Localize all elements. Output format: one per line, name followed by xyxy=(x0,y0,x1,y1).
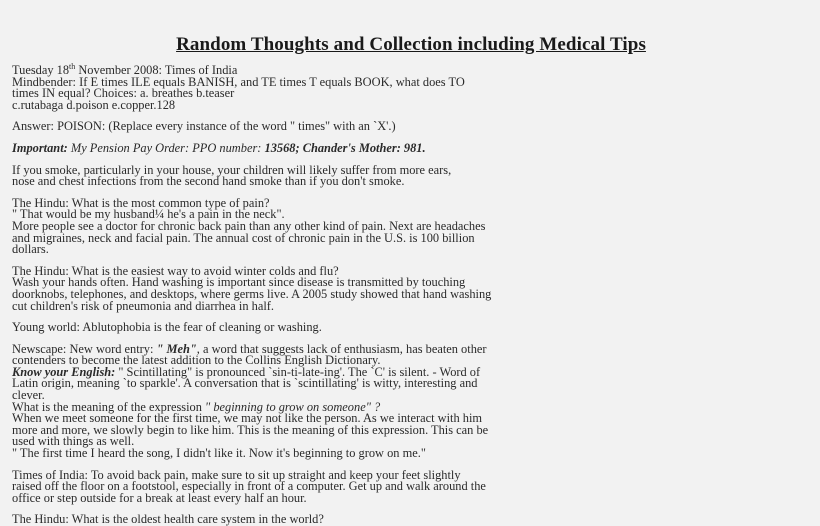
back-pain-line: office or step outside for a break at least every half an hour. xyxy=(12,490,307,505)
expression-line: " The first time I heard the song, I didn't like it. Now it's beginning to grow on me." xyxy=(12,446,426,461)
expression-line: When we meet someone for the first time, we may not like the person. As we interact with him xyxy=(12,411,483,426)
english-text: " Scintillating" is pronounced `sin-ti-late-ing'. The `C' is silent. - Word of xyxy=(115,364,481,379)
smoke-line: If you smoke, particularly in your house, your children will likely suffer from more ears, xyxy=(12,162,452,177)
mindbender-line: times IN equal? Choices: a. breathes b.teaser xyxy=(12,86,235,101)
date-ordinal: th xyxy=(69,61,76,71)
colds-line: The Hindu: What is the easiest way to avoid winter colds and flu? xyxy=(12,263,339,278)
important-line xyxy=(12,140,810,155)
pain-line: dollars. xyxy=(12,242,49,257)
pain-line: and migraines, neck and facial pain. The annual cost of chronic pain in the U.S. is 100 billion xyxy=(12,230,475,245)
page-title: Random Thoughts and Collection including Medical Tips xyxy=(176,34,646,55)
english-label: Know your English: xyxy=(12,364,116,379)
important-text: My Pension Pay Order: PPO number: xyxy=(67,140,265,155)
back-pain-line: Times of India: To avoid back pain, make sure to sit up straight and keep your feet slightly xyxy=(12,467,461,482)
date-text: Tuesday 18 xyxy=(12,63,70,77)
answer-line: Answer: POISON: (Replace every instance of the word " times" with an `X'.) xyxy=(12,119,396,134)
mindbender-line: c.rutabaga d.poison e.copper.128 xyxy=(12,97,176,112)
pain-line: The Hindu: What is the most common type of pain? xyxy=(12,195,270,210)
expression-line: used with things as well. xyxy=(12,434,135,449)
young-world-line: Young world: Ablutophobia is the fear of cleaning or washing. xyxy=(12,320,322,335)
expression-phrase: " beginning to grow on someone" ? xyxy=(205,399,381,414)
date-source: November 2008: Times of India xyxy=(75,63,238,77)
important-label: Important: xyxy=(12,140,68,155)
newscape-prefix: Newscape: New word entry: xyxy=(12,341,157,356)
oldest-line: The Hindu: What is the oldest health care system in the world? xyxy=(12,512,324,526)
expression-prefix: What is the meaning of the expression xyxy=(12,399,206,414)
english-line: Latin origin, meaning `to sparkle'. A conversation that is `scintillating' is witty, interesting and xyxy=(12,376,478,391)
back-pain-line: raised off the floor on a footstool, especially in front of a computer. Get up and walk around the xyxy=(12,479,486,494)
pain-line: More people see a doctor for chronic back pain than any other kind of pain. Next are headaches xyxy=(12,218,486,233)
newscape-line: contenders to become the latest addition to the Collins English Dictionary. xyxy=(12,353,381,368)
newscape-suffix: , a word that suggests lack of enthusiasm, has beaten other xyxy=(196,341,487,356)
expression-line: more and more, we slowly begin to like him. This is the meaning of this expression. This can be xyxy=(12,422,489,437)
pain-line: " That would be my husband¼ he's a pain in the neck". xyxy=(12,207,285,222)
smoke-line: nose and chest infections from the second hand smoke than if you don't smoke. xyxy=(12,174,405,189)
newscape-word: " Meh" xyxy=(156,341,197,356)
colds-line: doorknobs, telephones, and desktops, where germs live. A 2005 study showed that hand washing xyxy=(12,286,492,301)
english-line: clever. xyxy=(12,388,45,403)
mindbender-line: Mindbender: If E times ILE equals BANISH, and TE times T equals BOOK, what does TO xyxy=(12,74,465,89)
important-ppo: 13568; Chander's Mother: 981. xyxy=(264,140,426,155)
colds-line: Wash your hands often. Hand washing is important since disease is transmitted by touching xyxy=(12,275,466,290)
colds-line: cut children's risk of pneumonia and diarrhea in half. xyxy=(12,298,275,313)
